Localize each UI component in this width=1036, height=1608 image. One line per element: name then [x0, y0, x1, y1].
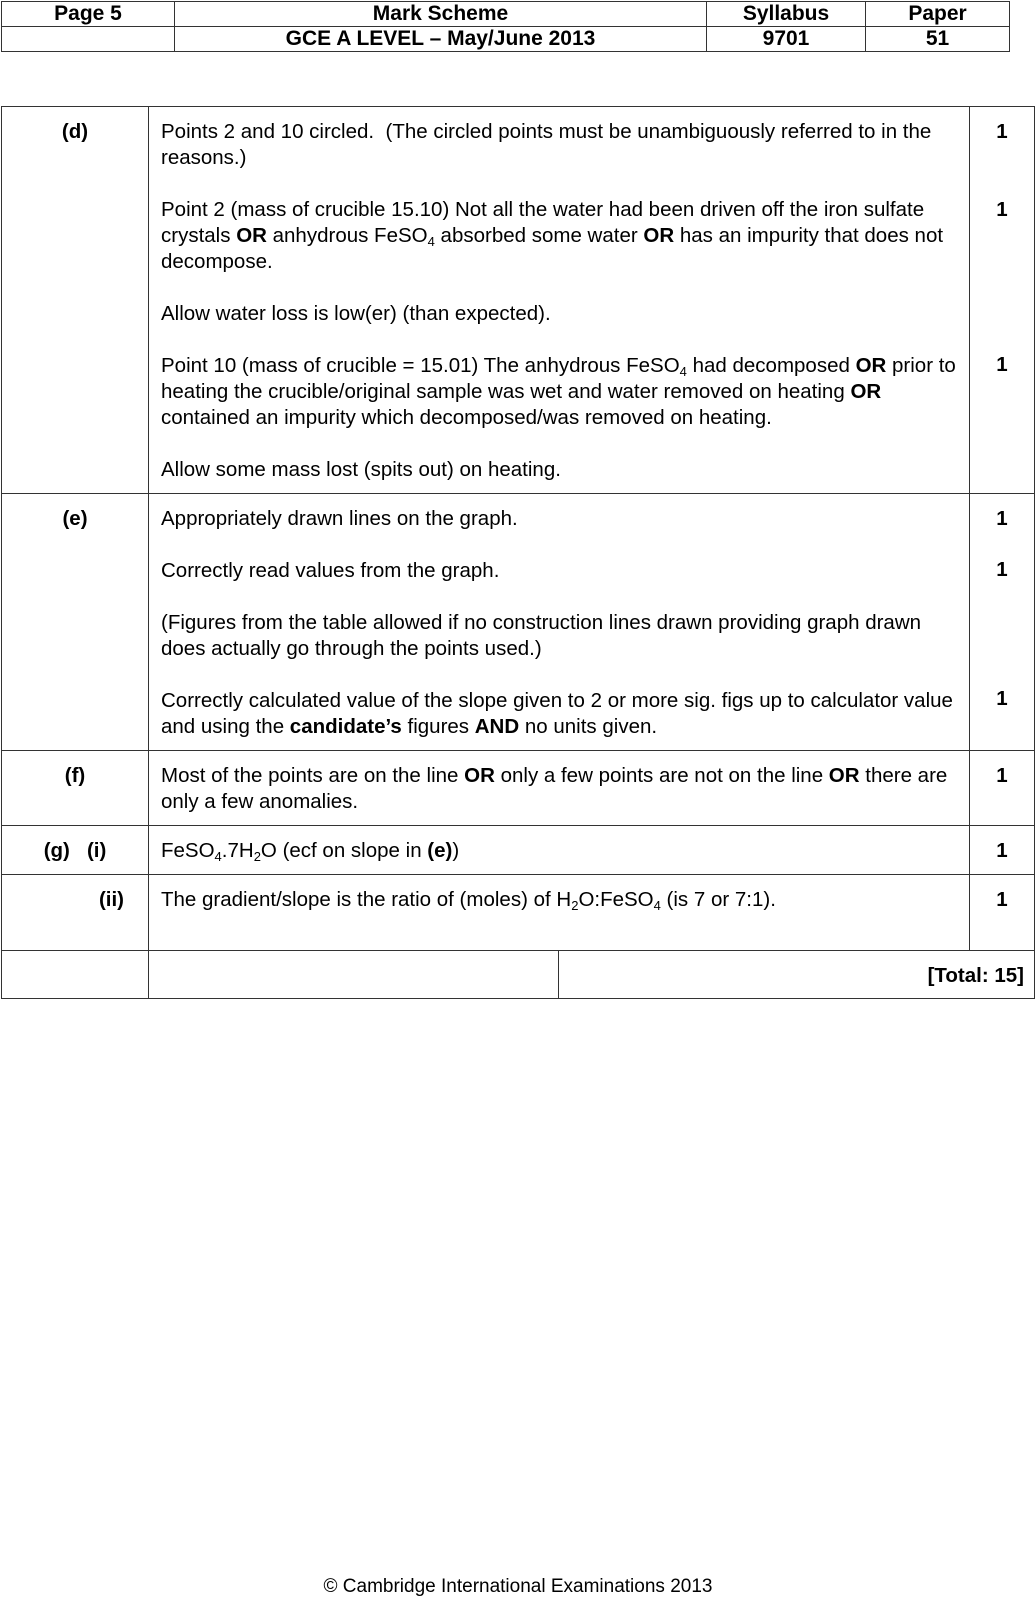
mark-value: 1 — [996, 507, 1008, 530]
question-row-d — [2, 107, 1035, 494]
mark-value: 1 — [970, 875, 1035, 951]
question-row-g-i — [2, 826, 1035, 875]
answer-cell — [149, 494, 970, 751]
answer-paragraph: Allow some mass lost (spits out) on heating. — [161, 458, 561, 481]
answer-paragraph: Points 2 and 10 circled. (The circled points must be unambiguously referred to in the reasons.) — [161, 120, 932, 169]
answer-paragraph: The gradient/slope is the ratio of (moles) of $H_2O:FeSO_4$ (is 7 or 7:1). — [161, 888, 776, 913]
answer-paragraph: (Figures from the table allowed if no construction lines drawn providing graph drawn does actually go through the points used.) — [161, 611, 922, 660]
marks-cell — [970, 107, 1035, 494]
question-label: (g) (i) — [2, 826, 149, 875]
mark-value: 1 — [996, 120, 1008, 143]
question-label: (f) — [2, 751, 149, 826]
exam-session: GCE A LEVEL – May/June 2013 — [175, 27, 707, 52]
mark-scheme-table — [1, 106, 1035, 999]
mark-value: 1 — [996, 198, 1008, 221]
syllabus-label: Syllabus — [707, 2, 866, 27]
answer-paragraph: Appropriately drawn lines on the graph. — [161, 507, 518, 530]
total-row — [2, 951, 1035, 999]
mark-value: 1 — [970, 826, 1035, 875]
page-number: Page 5 — [2, 2, 175, 27]
total-blank-cell — [2, 951, 149, 999]
question-row-g-ii — [2, 875, 1035, 951]
copyright-footer: © Cambridge International Examinations 2013 — [323, 1576, 713, 1597]
marks-cell — [970, 494, 1035, 751]
question-row-e — [2, 494, 1035, 751]
question-label: (e) — [2, 494, 149, 751]
mark-value: 1 — [996, 558, 1008, 581]
question-label: (ii) — [2, 875, 149, 951]
header-row-2 — [2, 27, 1010, 52]
answer-paragraph: Point 2 (mass of crucible 15.10) Not all the water had been driven off the iron sulfate crystals OR anhydrous FeSO$_4$ absorbed some water OR has an impurity that does not decompose. — [161, 198, 944, 273]
answer-paragraph: Allow water loss is low(er) (than expected). — [161, 302, 551, 325]
question-label: (d) — [2, 107, 149, 494]
mark-value: 1 — [970, 751, 1035, 826]
total-marks: [Total: 15] — [559, 951, 1035, 999]
answer-paragraph: Correctly calculated value of the slope given to 2 or more sig. figs up to calculator value and using the candidate’s figures AND no units given. — [161, 689, 953, 738]
paper-label: Paper — [866, 2, 1010, 27]
mark-value: 1 — [996, 687, 1008, 710]
total-blank-cell — [149, 951, 559, 999]
mark-value: 1 — [996, 353, 1008, 376]
answer-paragraph: $FeSO_4.7H_2O$ (ecf on slope in (e)) — [161, 839, 460, 864]
header-table — [1, 1, 1010, 52]
header-blank-cell — [2, 27, 175, 52]
answer-cell — [149, 826, 970, 875]
answer-cell — [149, 875, 970, 951]
answer-cell — [149, 751, 970, 826]
syllabus-code: 9701 — [707, 27, 866, 52]
document-title: Mark Scheme — [175, 2, 707, 27]
paper-number: 51 — [866, 27, 1010, 52]
answer-paragraph: Most of the points are on the line OR only a few points are not on the line OR there are only a few anomalies. — [161, 764, 948, 813]
answer-paragraph: Point 10 (mass of crucible = 15.01) The anhydrous FeSO$_4$ had decomposed OR prior to heating the crucible/original sample was wet and water removed on heating OR contained an impurity which decomposed/was removed on heating. — [161, 354, 956, 429]
question-row-f — [2, 751, 1035, 826]
answer-cell — [149, 107, 970, 494]
header-row-1 — [2, 2, 1010, 27]
answer-paragraph: Correctly read values from the graph. — [161, 559, 500, 582]
